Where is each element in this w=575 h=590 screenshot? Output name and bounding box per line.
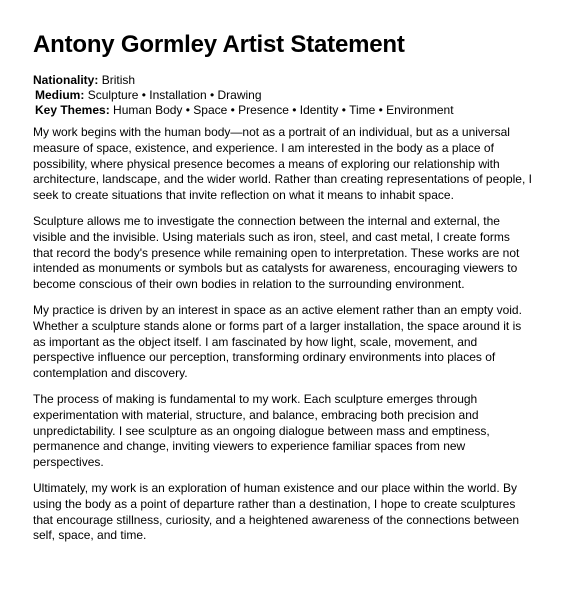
nationality-value: British <box>101 73 136 87</box>
statement-paragraph-2: Sculpture allows me to investigate the connection between the internal and external, the visible and the invisible. Using materials such as iron, steel, and cast metal, I create forms that record the body's presence while remaining open to interpretation. These works are not intended as monuments or symbols but as catalysts for awareness, encouraging viewers to become conscious of their own bodies in relation to the surrounding environment. <box>33 213 520 292</box>
metadata-block <box>33 73 547 118</box>
statement-paragraph-5: Ultimately, my work is an exploration of human existence and our place within the world. By using the body as a point of departure rather than a destination, I hope to create sculptures that encourage stillness, curiosity, and a heightened awareness of the connections between self, space, and time. <box>33 480 520 543</box>
page-title: Antony Gormley Artist Statement <box>33 31 405 58</box>
statement-paragraph-1: My work begins with the human body—not as a portrait of an individual, but as a universal measure of space, existence, and experience. I am interested in the body as a place of possibility, where physical presence becomes a means of exploring our relationship with architecture, landscape, and the wider world. Rather than creating representations of people, I seek to create situations that invite reflection on what it means to inhabit space. <box>33 125 532 203</box>
statement-paragraph-4: The process of making is fundamental to my work. Each sculpture emerges through experimentation with material, structure, and balance, embracing both precision and unpredictability. I see sculpture as an ongoing dialogue between mass and emptiness, permanence and change, inviting viewers to experience familiar spaces from new perspectives. <box>33 391 490 470</box>
key-themes-value: Human Body • Space • Presence • Identity • Time • Environment <box>113 103 454 117</box>
key-themes-line <box>33 103 547 118</box>
statement-paragraph-3: My practice is driven by an interest in space as an active element rather than an empty void. Whether a sculpture stands alone or forms part of a larger installation, the space around it is as important as the object itself. I am fascinated by how light, scale, movement, and perspective influence our perception, transforming ordinary environments into places of contemplation and discovery. <box>33 302 522 381</box>
medium-label: Medium: <box>35 88 85 102</box>
key-themes-label: Key Themes: <box>35 103 110 117</box>
medium-line <box>33 88 547 103</box>
nationality-label: Nationality: <box>33 73 99 87</box>
medium-value: Sculpture • Installation • Drawing <box>87 88 262 102</box>
nationality-line <box>33 73 547 88</box>
